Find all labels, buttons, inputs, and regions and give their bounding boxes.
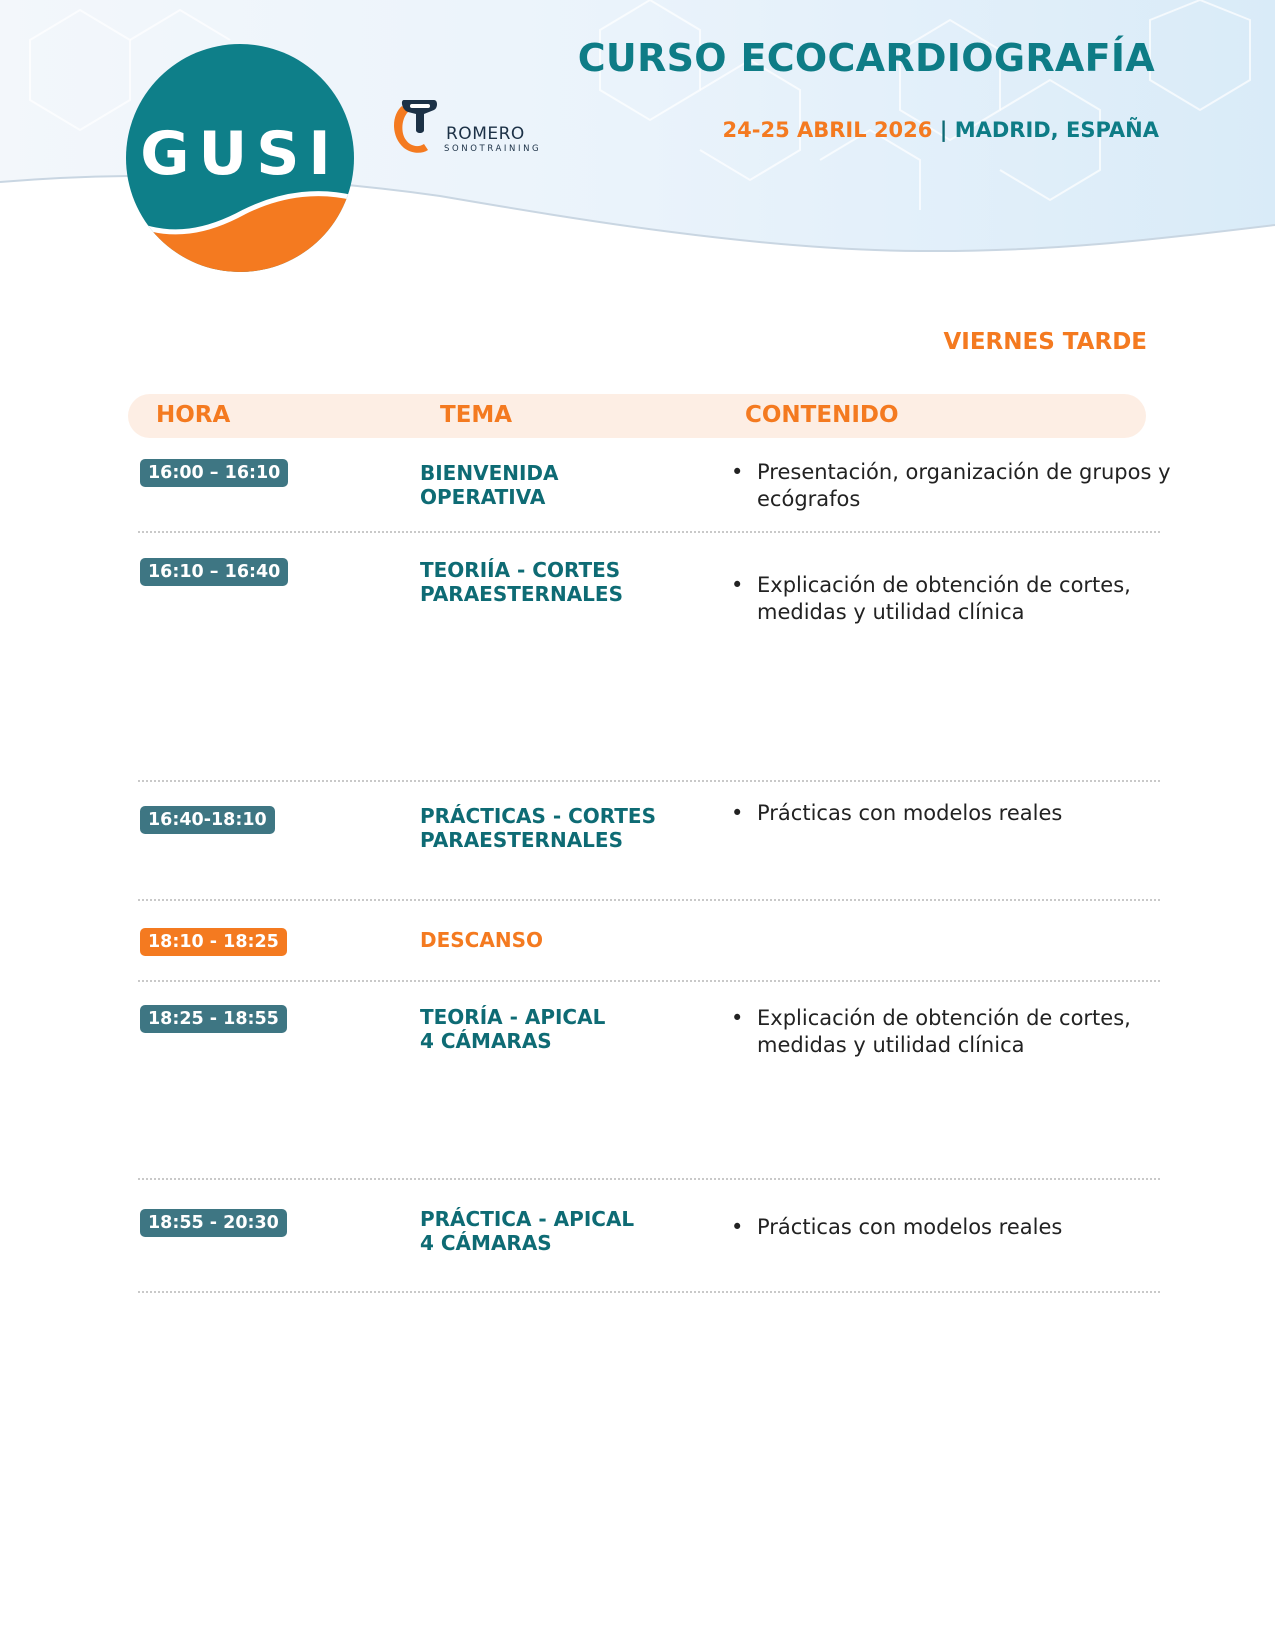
row-topic bbox=[420, 928, 680, 952]
topic-line: PARAESTERNALES bbox=[420, 828, 623, 852]
topic-line: 4 CÁMARAS bbox=[420, 1231, 552, 1255]
time-badge: 16:00 – 16:10 bbox=[140, 459, 288, 487]
romero-sonotraining-logo bbox=[390, 96, 550, 160]
topic-line: TEORIÍA - CORTES bbox=[420, 558, 621, 582]
event-location: MADRID, ESPAÑA bbox=[954, 118, 1159, 142]
row-content bbox=[731, 459, 1191, 513]
romero-subtitle: SONOTRAINING bbox=[444, 144, 542, 154]
svg-text:GUSI: GUSI bbox=[140, 119, 340, 189]
event-meta bbox=[723, 118, 1159, 142]
content-item: • Prácticas con modelos reales bbox=[731, 800, 1191, 827]
row-topic bbox=[420, 461, 680, 509]
row-content bbox=[731, 1214, 1191, 1241]
row-divider bbox=[138, 1291, 1160, 1293]
session-title: VIERNES TARDE bbox=[943, 329, 1147, 355]
topic-line: 4 CÁMARAS bbox=[420, 1029, 552, 1053]
content-item: • Prácticas con modelos reales bbox=[731, 1214, 1191, 1241]
row-content bbox=[731, 800, 1191, 827]
column-header-tema: TEMA bbox=[440, 402, 513, 428]
row-divider bbox=[138, 1178, 1160, 1180]
content-item: • Explicación de obtención de cortes, medidas y utilidad clínica bbox=[731, 572, 1191, 626]
topic-line: DESCANSO bbox=[420, 928, 543, 952]
gusi-logo bbox=[126, 44, 354, 272]
row-topic bbox=[420, 1207, 680, 1255]
time-badge: 18:10 - 18:25 bbox=[140, 928, 287, 956]
row-divider bbox=[138, 980, 1160, 982]
column-header-contenido: CONTENIDO bbox=[745, 402, 899, 428]
topic-line: BIENVENIDA bbox=[420, 461, 559, 485]
topic-line: TEORÍA - APICAL bbox=[420, 1005, 606, 1029]
row-topic bbox=[420, 1005, 680, 1053]
content-item: • Presentación, organización de grupos y ecógrafos bbox=[731, 459, 1191, 513]
row-divider bbox=[138, 531, 1160, 533]
row-divider bbox=[138, 899, 1160, 901]
row-content bbox=[731, 572, 1191, 626]
row-topic bbox=[420, 804, 680, 852]
row-topic bbox=[420, 558, 680, 606]
time-badge: 16:10 – 16:40 bbox=[140, 558, 288, 586]
topic-line: PARAESTERNALES bbox=[420, 582, 623, 606]
topic-line: OPERATIVA bbox=[420, 485, 546, 509]
table-header bbox=[128, 394, 1146, 438]
topic-line: PRÁCTICAS - CORTES bbox=[420, 804, 656, 828]
row-divider bbox=[138, 780, 1160, 782]
time-badge: 18:25 - 18:55 bbox=[140, 1005, 287, 1033]
romero-name: ROMERO bbox=[446, 124, 525, 144]
column-header-hora: HORA bbox=[156, 402, 231, 428]
time-badge: 16:40-18:10 bbox=[140, 806, 275, 834]
romero-mark-icon bbox=[390, 96, 446, 158]
time-badge: 18:55 - 20:30 bbox=[140, 1209, 287, 1237]
topic-line: PRÁCTICA - APICAL bbox=[420, 1207, 635, 1231]
course-title: CURSO ECOCARDIOGRAFÍA bbox=[577, 36, 1155, 80]
event-dates: 24-25 ABRIL 2026 bbox=[722, 118, 933, 142]
event-separator: | bbox=[939, 118, 948, 142]
content-item: • Explicación de obtención de cortes, medidas y utilidad clínica bbox=[731, 1005, 1191, 1059]
row-content bbox=[731, 1005, 1191, 1059]
